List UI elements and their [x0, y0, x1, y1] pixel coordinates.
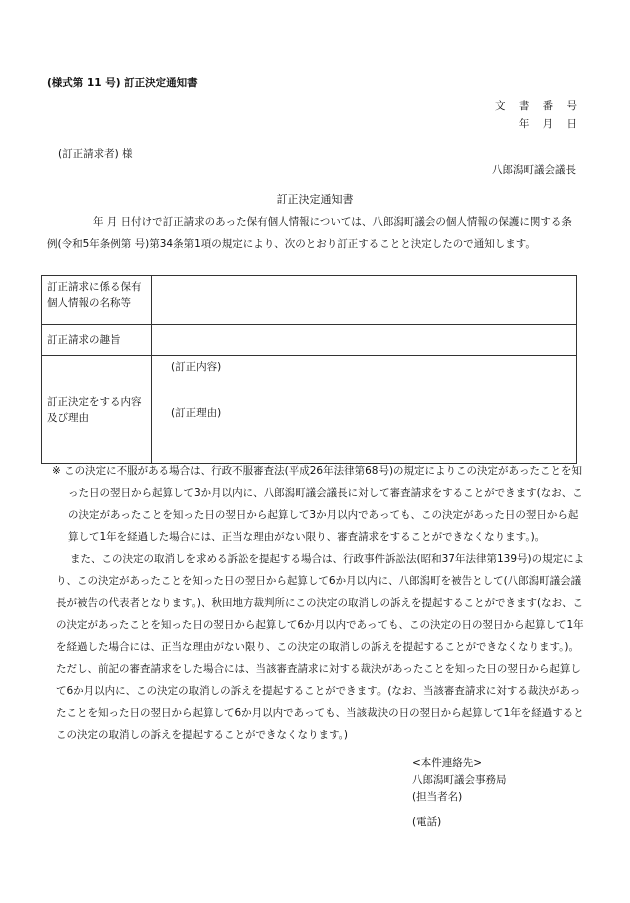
body-text — [47, 211, 577, 255]
contact-phone: (電話) — [412, 816, 442, 828]
table-row — [42, 325, 577, 356]
row-label: 訂正請求の趣旨 — [42, 325, 152, 356]
correction-content-label: (訂正内容) — [171, 361, 222, 373]
addressee: (訂正請求者) 様 — [58, 148, 133, 160]
contact-block — [412, 755, 507, 831]
document-date: 年 月 日 — [518, 118, 582, 130]
row-value-field — [152, 276, 577, 325]
appeal-note: ※ この決定に不服がある場合は、行政不服審査法(平成26年法律第68号)の規定によりこの決定があったことを知った日の翌日から起算して3か月以内に、八郎潟町議会議長に対して審査請求をすることができます(なお、この決定があったことを知った日の翌日から起算して3か月以内であっても、この決定があった日の翌日から起算して1年を経過した場合には、正当な理由がない限り、審査請求をすることができなくなります。)。 — [52, 465, 583, 543]
row-label: 訂正請求に係る保有個人情報の名称等 — [42, 276, 152, 325]
document-number: 文 書 番 号 — [494, 100, 582, 112]
body-paragraph: 年 月 日付けで訂正請求のあった保有個人情報については、八郎潟町議会の個人情報の保護に関する条例(令和5年条例第 号)第34条第1項の規定により、次のとおり訂正することと決定したので通知します。 — [47, 216, 572, 250]
info-table — [41, 275, 577, 464]
row-value-field — [152, 356, 577, 464]
contact-person: (担当者名) — [412, 791, 463, 803]
table-row — [42, 356, 577, 464]
row-value-field — [152, 325, 577, 356]
document-number-block — [495, 97, 582, 133]
notes-section — [52, 460, 586, 746]
contact-heading: <本件連絡先> — [412, 757, 483, 769]
table-row — [42, 276, 577, 325]
lawsuit-note: また、この決定の取消しを求める訴訟を提起する場合は、行政事件訴訟法(昭和37年法律第139号)の規定により、この決定があったことを知った日の翌日から起算して6か月以内に、八郎潟町を被告として(八郎潟町議会議長が被告の代表者となります。)、秋田地方裁判所にこの決定の取消しの訴えを提起することができます(なお、この決定があったことを知った日の翌日から起算して6か月以内であっても、この決定の日の翌日から起算して1年を経過した場合には、正当な理由がない限り、この決定の取消しの訴えを提起することができなくなります。)。ただし、前記の審査請求をした場合には、当該審査請求に対する裁決があったことを知った日の翌日から起算して6か月以内に、この決定の取消しの訴えを提起することができます。(なお、当該審査請求に対する裁決があったことを知った日の翌日から起算して6か月以内であっても、当該裁決の日の翌日から起算して1年を経過するとこの決定の取消しの訴えを提起することができなくなります。) — [56, 553, 585, 741]
contact-office: 八郎潟町議会事務局 — [412, 774, 507, 786]
document-title: 訂正決定通知書 — [276, 193, 354, 206]
correction-reason-label: (訂正理由) — [171, 407, 222, 419]
form-number: (様式第 11 号) 訂正決定通知書 — [47, 77, 198, 89]
issuer: 八郎潟町議会議長 — [492, 164, 576, 176]
row-label: 訂正決定をする内容及び理由 — [42, 356, 152, 464]
